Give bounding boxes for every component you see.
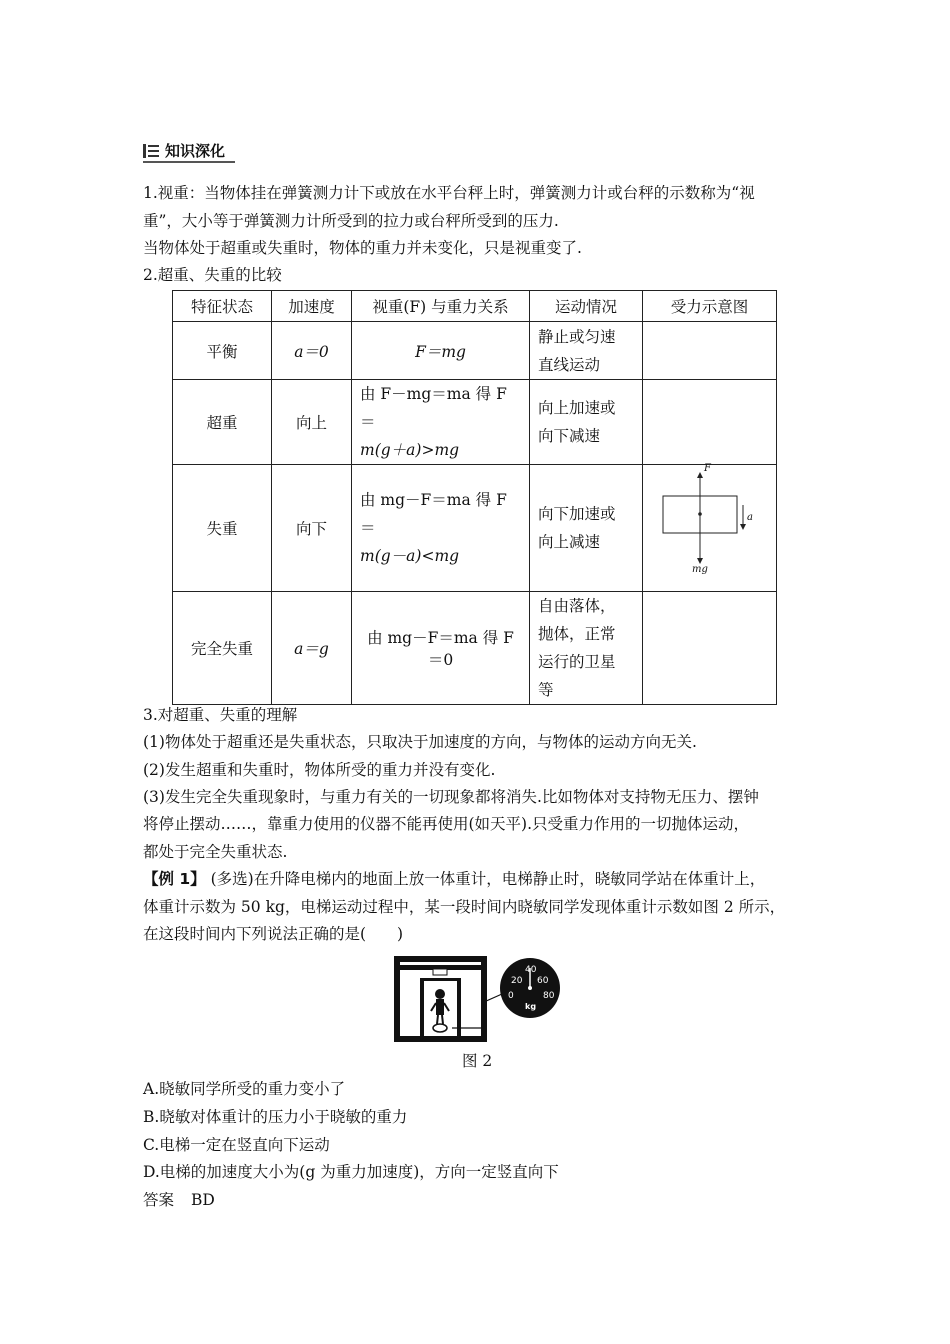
motion-line: 直线运动 bbox=[538, 355, 601, 374]
label-f: F bbox=[704, 463, 711, 474]
diagram-cell bbox=[643, 465, 777, 592]
comparison-table bbox=[172, 290, 777, 705]
header-cell: 运动情况 bbox=[530, 291, 643, 322]
motion-line: 运行的卫星 bbox=[538, 653, 616, 671]
person-leg bbox=[442, 1015, 443, 1024]
relation-cell: 由 mg－F＝ma 得 F＝0 bbox=[352, 592, 530, 705]
label-a: a bbox=[747, 512, 753, 523]
option-d: D.电梯的加速度大小为(g 为重力加速度)，方向一定竖直向下 bbox=[143, 1163, 559, 1181]
diagram-cell bbox=[643, 380, 777, 465]
p3-title: 3.对超重、失重的理解 bbox=[143, 706, 298, 724]
header-cell: 受力示意图 bbox=[643, 291, 777, 322]
header-cell: 特征状态 bbox=[173, 291, 272, 322]
floor-indicator bbox=[433, 969, 447, 975]
dial-unit: kg bbox=[525, 1002, 537, 1011]
answer-label: 答案 bbox=[143, 1191, 175, 1209]
state-cell: 失重 bbox=[173, 465, 272, 592]
diagram-cell bbox=[643, 592, 777, 705]
example-tag: 【例 1】 bbox=[143, 870, 206, 888]
relation-line: m(g＋a)>mg bbox=[360, 441, 460, 459]
p3-item2: (2)发生超重和失重时，物体所受的重力并没有变化. bbox=[143, 761, 496, 779]
option-c: C.电梯一定在竖直向下运动 bbox=[143, 1136, 330, 1154]
motion-line: 等 bbox=[538, 681, 554, 699]
heading-underline bbox=[143, 161, 235, 163]
list-icon bbox=[143, 144, 159, 158]
state-cell: 超重 bbox=[173, 380, 272, 465]
accel-cell: a＝0 bbox=[272, 322, 352, 380]
table-header-row bbox=[173, 291, 777, 322]
answer-line bbox=[143, 1190, 215, 1210]
answer-value: BD bbox=[190, 1191, 215, 1209]
motion-line: 向下减速 bbox=[538, 427, 601, 445]
header-cell: 加速度 bbox=[272, 291, 352, 322]
motion-line: 自由落体， bbox=[538, 597, 616, 615]
relation-line: 由 F－mg＝ma 得 F＝ bbox=[360, 385, 507, 431]
dial-label: 0 bbox=[508, 991, 514, 1001]
motion-cell bbox=[530, 380, 643, 465]
motion-line: 静止或匀速 bbox=[538, 327, 616, 346]
motion-cell bbox=[530, 322, 643, 380]
person-body bbox=[436, 999, 444, 1015]
elevator-figure bbox=[392, 956, 562, 1046]
relation-cell: F＝mg bbox=[352, 322, 530, 380]
state-cell: 平衡 bbox=[173, 322, 272, 380]
p2-title: 2.超重、失重的比较 bbox=[143, 266, 282, 284]
motion-line: 向上加速或 bbox=[538, 399, 616, 417]
relation-line: 由 mg－F＝ma 得 F＝ bbox=[360, 491, 507, 537]
table-row bbox=[173, 592, 777, 705]
p1-line1: 1.视重：当物体挂在弹簧测力计下或放在水平台秤上时，弹簧测力计或台秤的示数称为“视 bbox=[143, 184, 755, 202]
dial-pivot bbox=[528, 986, 532, 990]
motion-line: 抛体，正常 bbox=[538, 625, 616, 643]
p1-line2: 重”，大小等于弹簧测力计所受到的拉力或台秤所受到的压力. bbox=[143, 212, 559, 230]
force-diagram bbox=[643, 465, 760, 591]
section-heading bbox=[143, 140, 225, 161]
dial-label: 20 bbox=[511, 976, 523, 986]
figure-2 bbox=[392, 956, 562, 1050]
option-b: B.晓敏对体重计的压力小于晓敏的重力 bbox=[143, 1108, 408, 1126]
relation-cell bbox=[352, 465, 530, 592]
example-line1 bbox=[143, 869, 765, 889]
diagram-cell bbox=[643, 322, 777, 380]
motion-line: 向下加速或 bbox=[538, 505, 616, 523]
accel-cell: 向下 bbox=[272, 465, 352, 592]
scale bbox=[433, 1024, 447, 1032]
accel-cell: 向上 bbox=[272, 380, 352, 465]
p1-line3: 当物体处于超重或失重时，物体的重力并未变化，只是视重变了. bbox=[143, 239, 582, 257]
elevator-top-bar bbox=[400, 962, 481, 965]
accel-cell: a＝g bbox=[272, 592, 352, 705]
motion-cell bbox=[530, 592, 643, 705]
example-line3: 在这段时间内下列说法正确的是( ) bbox=[143, 925, 404, 943]
state-cell: 完全失重 bbox=[173, 592, 272, 705]
p3-item3-line1: (3)发生完全失重现象时，与重力有关的一切现象都将消失.比如物体对支持物无压力、摆钟 bbox=[143, 788, 759, 806]
p3-item3-line3: 都处于完全失重状态. bbox=[143, 843, 288, 861]
table-row bbox=[173, 322, 777, 380]
person-leg bbox=[437, 1015, 438, 1024]
header-cell: 视重(F) 与重力关系 bbox=[352, 291, 530, 322]
example-text: (多选)在升降电梯内的地面上放一体重计，电梯静止时，晓敏同学站在体重计上， bbox=[210, 870, 766, 888]
figure-caption: 图 2 bbox=[462, 1052, 493, 1070]
option-a: A.晓敏同学所受的重力变小了 bbox=[143, 1080, 346, 1098]
motion-cell bbox=[530, 465, 643, 592]
table-row bbox=[173, 380, 777, 465]
label-mg: mg bbox=[692, 564, 708, 575]
table-row bbox=[173, 465, 777, 592]
section-heading-text: 知识深化 bbox=[165, 142, 226, 160]
p3-item1: (1)物体处于超重还是失重状态，只取决于加速度的方向，与物体的运动方向无关. bbox=[143, 733, 697, 751]
dial-label: 60 bbox=[537, 976, 549, 986]
relation-line: m(g－a)<mg bbox=[360, 547, 460, 565]
dial-label: 80 bbox=[543, 991, 555, 1001]
motion-line: 向上减速 bbox=[538, 533, 601, 551]
person-head bbox=[435, 989, 445, 999]
dial-label: 40 bbox=[525, 965, 537, 975]
example-line2: 体重计示数为 50 kg，电梯运动过程中，某一段时间内晓敏同学发现体重计示数如图 2 所示， bbox=[143, 898, 786, 916]
relation-cell bbox=[352, 380, 530, 465]
p3-item3-line2: 将停止摆动……，靠重力使用的仪器不能再使用(如天平).只受重力作用的一切抛体运动， bbox=[143, 815, 750, 833]
